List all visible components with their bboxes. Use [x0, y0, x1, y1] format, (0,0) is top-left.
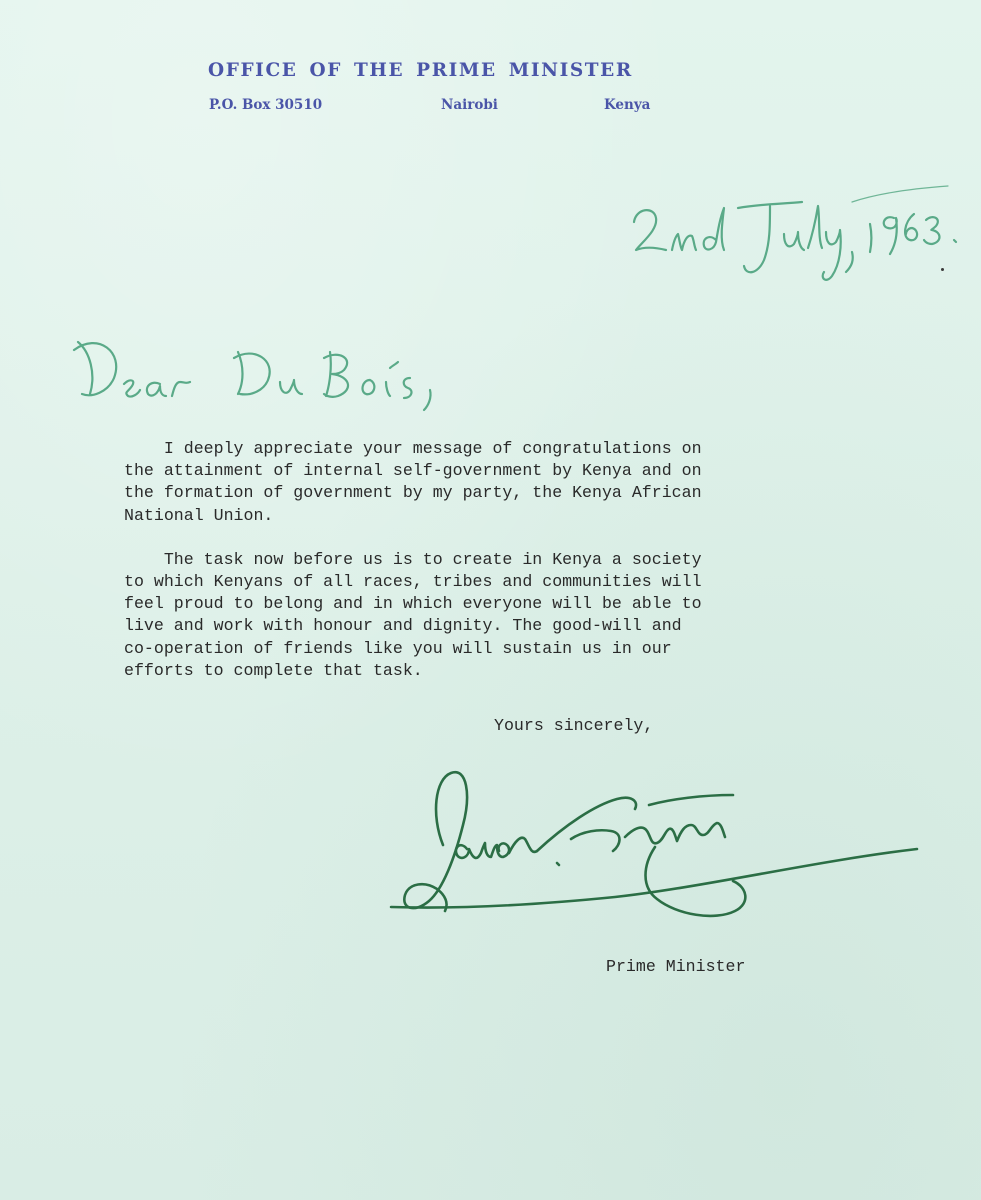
letterhead-title: OFFICE OF THE PRIME MINISTER: [208, 60, 633, 81]
handwritten-date: [620, 180, 980, 290]
signature: [385, 765, 925, 945]
letter-body: [124, 438, 824, 682]
ink-speck: [941, 268, 944, 271]
body-paragraph: The task now before us is to create in Kenya a society to which Kenyans of all races, tribes and communities will feel proud to belong and in which everyone will be able to live and work with honour and dignity. The good-will and co-operation of friends like you will sustain us in our efforts to complete that task.: [124, 549, 702, 680]
closing-line: Yours sincerely,: [494, 716, 654, 735]
handwritten-salutation: [68, 332, 448, 422]
body-paragraph: I deeply appreciate your message of congratulations on the attainment of internal self-government by Kenya and on the formation of government by my party, the Kenya African National Union.: [124, 439, 702, 525]
signer-title: Prime Minister: [606, 957, 746, 976]
letterhead-city: Nairobi: [441, 97, 498, 113]
letterhead-po-box: P.O. Box 30510: [209, 97, 323, 113]
letterhead-country: Kenya: [604, 97, 651, 113]
